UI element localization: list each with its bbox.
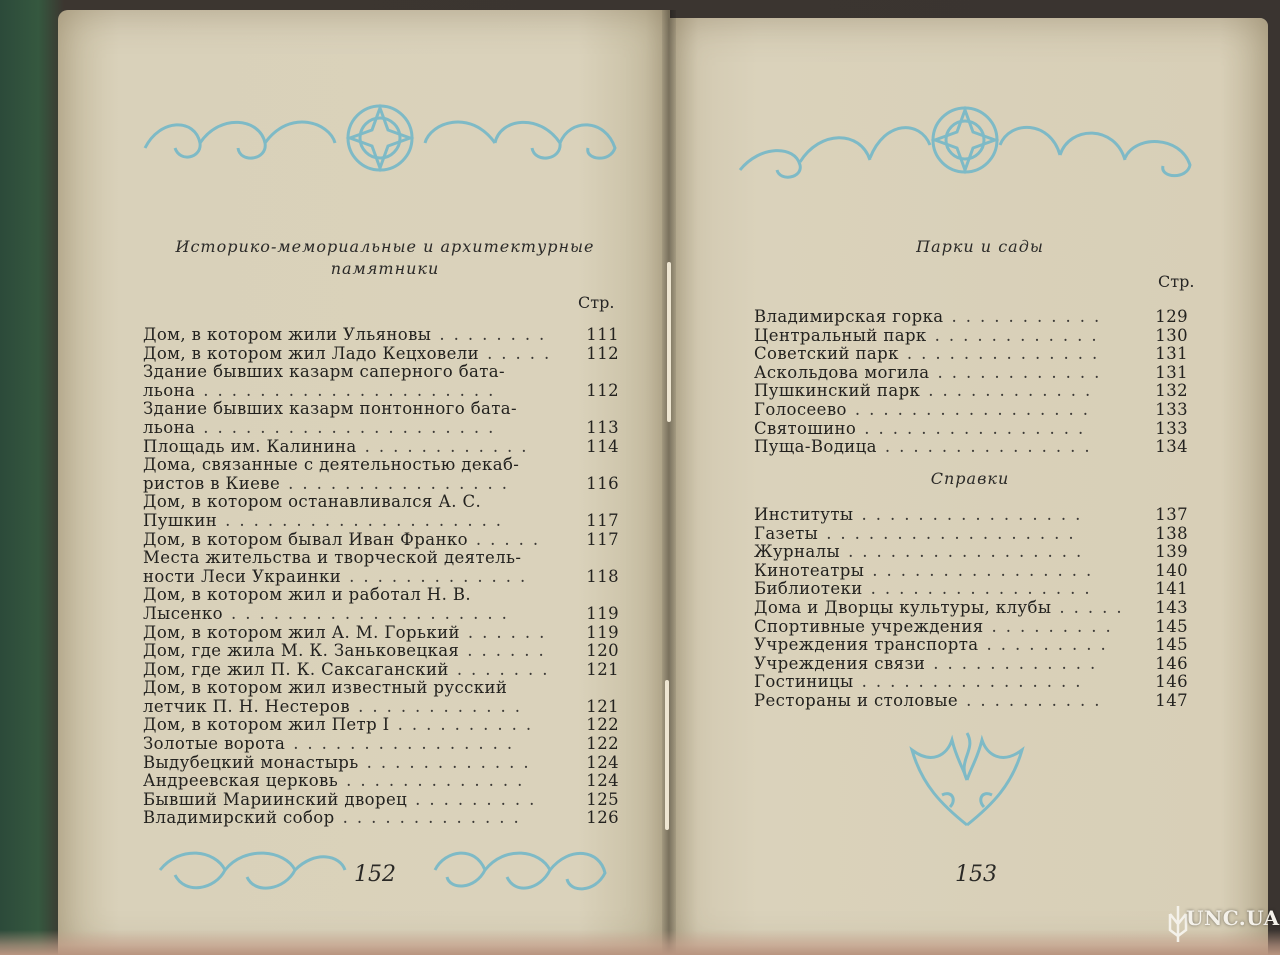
toc-entry-page-number: 118 (586, 566, 619, 586)
toc-entry-page-number: 114 (586, 436, 619, 456)
toc-entry-page-number: 124 (586, 752, 619, 772)
toc-entry (754, 345, 1188, 364)
toc-entry (143, 772, 619, 791)
toc-entry-title: Владимирский собор (143, 808, 335, 828)
toc-entry-title: Гостиницы (754, 672, 854, 692)
dot-leader: ......... (991, 617, 1120, 636)
ornament-fleuron (902, 725, 1032, 835)
toc-entry-page-number: 119 (586, 603, 619, 623)
toc-entry-page-number: 131 (1155, 344, 1188, 364)
dot-leader: ................ (293, 735, 522, 754)
toc-entry (143, 624, 619, 643)
dot-leader: ..... (487, 344, 559, 363)
dot-leader: ............ (933, 654, 1105, 673)
toc-entry-title: Дом, в котором останавливался А. С. Пушкин (143, 492, 482, 530)
dot-leader: ............. (346, 772, 532, 791)
dot-leader: ............. (342, 809, 528, 828)
toc-entry (754, 618, 1188, 637)
toc-entry-page-number: 117 (586, 529, 619, 549)
toc-entry-title: Библиотеки (754, 579, 863, 599)
toc-entry (143, 363, 619, 400)
dot-leader: .................... (230, 604, 516, 623)
watermark (1166, 898, 1280, 952)
right-section-title: Парки и сады (916, 237, 1044, 256)
toc-entry (754, 692, 1188, 711)
dot-leader: ..... (1059, 598, 1131, 617)
dot-leader: .................. (826, 524, 1083, 543)
dot-leader: ................. (854, 400, 1098, 419)
toc-entry-page-number: 138 (1155, 523, 1188, 543)
left-section-title: Историко-мемориальные и архитектурные памятники (175, 237, 595, 278)
toc-entry (143, 791, 619, 810)
toc-entry-page-number: 122 (586, 734, 619, 754)
toc-entry (143, 456, 619, 493)
toc-entry-page-number: 129 (1155, 307, 1188, 326)
toc-entry (143, 493, 619, 530)
toc-entry (754, 599, 1188, 618)
toc-entry-title: Золотые ворота (143, 734, 286, 754)
dot-leader: ......... (986, 636, 1115, 655)
toc-entry (143, 345, 619, 364)
dot-leader: .......... (966, 691, 1109, 710)
toc-entry-title: Дом, где жила М. К. Заньковецкая (143, 641, 460, 661)
toc-entry-title: Советский парк (754, 344, 899, 364)
right-toc-list-parks (754, 308, 1188, 457)
toc-entry (754, 382, 1188, 401)
toc-entry-title: Бывший Мариинский дворец (143, 789, 408, 809)
dot-leader: ................ (872, 561, 1101, 580)
toc-entry-page-number: 141 (1155, 579, 1188, 599)
toc-entry-page-number: 134 (1155, 437, 1188, 457)
dot-leader: ............ (934, 326, 1106, 345)
dot-leader: ..... (475, 530, 548, 549)
toc-entry-title: Аскольдова могила (754, 362, 930, 382)
toc-entry-page-number: 112 (586, 343, 619, 363)
toc-entry-title: Андреевская церковь (143, 771, 339, 791)
toc-entry-page-number: 111 (586, 325, 619, 344)
dot-leader: ..................... (203, 381, 503, 400)
toc-entry-page-number: 146 (1155, 653, 1188, 673)
dot-leader: ....... (456, 660, 557, 679)
toc-entry-page-number: 145 (1155, 616, 1188, 636)
toc-entry (143, 531, 619, 550)
toc-entry-page-number: 139 (1155, 542, 1188, 562)
dot-leader: ..................... (203, 418, 503, 437)
toc-entry-title: Дом, в котором бывал Иван Франко (143, 529, 468, 549)
dot-leader: ............ (928, 382, 1100, 401)
ornament-header-left (140, 98, 620, 178)
toc-entry (143, 661, 619, 680)
toc-entry-page-number: 124 (586, 771, 619, 791)
dot-leader: .......... (397, 716, 541, 735)
toc-entry (754, 401, 1188, 420)
dot-leader: ................. (848, 543, 1091, 562)
toc-entry-title: Выдубецкий монастырь (143, 752, 359, 772)
toc-entry-page-number: 133 (1155, 399, 1188, 419)
toc-entry-title: Центральный парк (754, 325, 927, 345)
left-page-number: 152 (354, 862, 396, 887)
toc-entry-title: Учреждения связи (754, 653, 926, 673)
toc-entry-title: Здание бывших казарм саперного бата- льона (143, 362, 506, 400)
toc-entry-page-number: 119 (586, 622, 619, 642)
toc-entry-title: Дом, где жил П. К. Саксаганский (143, 659, 449, 679)
dot-leader: ............. (349, 567, 535, 586)
toc-entry-title: Рестораны и столовые (754, 690, 959, 710)
dot-leader: ........ (439, 326, 554, 344)
toc-entry-title: Голосеево (754, 399, 847, 419)
right-toc-list-references (754, 506, 1188, 711)
toc-entry-page-number: 126 (586, 808, 619, 828)
dot-leader: ............... (884, 438, 1099, 457)
toc-entry (143, 809, 619, 828)
toc-entry (754, 636, 1188, 655)
toc-entry (143, 438, 619, 457)
toc-entry (754, 438, 1188, 457)
toc-entry-page-number: 116 (586, 473, 619, 493)
toc-entry (754, 364, 1188, 383)
left-toc-list (143, 326, 619, 828)
finger-edge (0, 930, 1280, 955)
toc-entry (754, 673, 1188, 692)
toc-entry-page-number: 130 (1155, 325, 1188, 345)
toc-entry-title: Площадь им. Калинина (143, 436, 357, 456)
right-second-section-title: Справки (930, 469, 1010, 488)
dot-leader: ...... (467, 642, 553, 661)
toc-entry (754, 506, 1188, 525)
toc-entry (754, 580, 1188, 599)
toc-entry-page-number: 132 (1155, 381, 1188, 401)
toc-entry-title: Пуща-Водица (754, 437, 877, 457)
toc-entry-page-number: 122 (586, 715, 619, 735)
toc-entry-page-number: 145 (1155, 635, 1188, 655)
toc-entry-title: Журналы (754, 542, 841, 562)
toc-entry-title: Дом, в котором жил А. М. Горький (143, 622, 460, 642)
dot-leader: ............ (366, 753, 538, 772)
dot-leader: ............ (937, 363, 1109, 382)
toc-entry (754, 420, 1188, 439)
toc-entry-title: Кинотеатры (754, 560, 865, 580)
toc-entry-title: Святошино (754, 418, 857, 438)
toc-entry-title: Здание бывших казарм понтонного бата- льона (143, 399, 518, 437)
dot-leader: ................ (861, 506, 1090, 524)
toc-entry-title: Спортивные учреждения (754, 616, 984, 636)
toc-entry-title: Газеты (754, 523, 819, 543)
toc-entry-page-number: 121 (586, 659, 619, 679)
dot-leader: ...... (467, 623, 554, 642)
dot-leader: ......... (415, 790, 544, 809)
toc-entry-title: Дом, в котором жил Ладо Кецховели (143, 343, 480, 363)
toc-entry-title: Учреждения транспорта (754, 635, 979, 655)
toc-entry-title: Дом, в котором жил известный русский летчик П. Н. Нестеров (143, 678, 508, 716)
toc-entry (754, 655, 1188, 674)
toc-entry-page-number: 121 (586, 696, 619, 716)
toc-entry (754, 308, 1188, 327)
toc-entry-page-number: 112 (586, 380, 619, 400)
toc-entry-page-number: 147 (1155, 690, 1188, 710)
toc-entry (143, 586, 619, 623)
toc-entry-title: Места жительства и творческой деятель- ности Леси Украинки (143, 548, 522, 586)
toc-entry-title: Дома, связанные с деятельностью декаб- ристов в Киеве (143, 455, 520, 493)
left-page-column-label: Стр. (578, 293, 615, 312)
toc-entry-page-number: 131 (1155, 362, 1188, 382)
dot-leader: .............. (906, 345, 1107, 364)
dot-leader: ................ (870, 580, 1099, 599)
dot-leader: ................ (288, 474, 517, 493)
toc-entry (143, 716, 619, 735)
toc-entry-page-number: 140 (1155, 560, 1188, 580)
toc-entry-title: Владимирская горка (754, 307, 944, 326)
watermark-text: UNC.UA (1186, 906, 1280, 930)
ornament-header-right (735, 100, 1195, 190)
toc-entry-title: Дом, в котором жил Петр I (143, 715, 390, 735)
toc-entry-page-number: 117 (586, 510, 619, 530)
dot-leader: .................... (225, 511, 511, 530)
toc-entry-title: Дома и Дворцы культуры, клубы (754, 597, 1052, 617)
toc-entry (143, 679, 619, 716)
toc-entry-title: Дом, в котором жили Ульяновы (143, 325, 432, 344)
toc-entry-title: Институты (754, 505, 854, 524)
toc-entry (143, 549, 619, 586)
toc-entry (143, 754, 619, 773)
toc-entry (143, 400, 619, 437)
dot-leader: ................ (861, 673, 1090, 692)
toc-entry-page-number: 125 (586, 789, 619, 809)
right-page-number: 153 (955, 862, 997, 887)
toc-entry (143, 326, 619, 345)
dot-leader: ............ (358, 697, 530, 716)
toc-entry-page-number: 143 (1155, 597, 1188, 617)
toc-entry (754, 543, 1188, 562)
toc-entry-title: Дом, в котором жил и работал Н. В. Лысенко (143, 585, 472, 623)
binding-stitch (665, 680, 669, 830)
toc-entry-page-number: 120 (586, 641, 619, 661)
dot-leader: ........... (951, 308, 1109, 326)
toc-entry-page-number: 137 (1155, 505, 1188, 524)
dot-leader: ............ (364, 437, 536, 456)
toc-entry (754, 327, 1188, 346)
dot-leader: ................ (864, 419, 1093, 438)
binding-stitch (667, 262, 671, 422)
toc-entry-page-number: 133 (1155, 418, 1188, 438)
toc-entry (143, 735, 619, 754)
toc-entry (754, 525, 1188, 544)
toc-entry (143, 642, 619, 661)
toc-entry (754, 562, 1188, 581)
toc-entry-page-number: 146 (1155, 672, 1188, 692)
toc-entry-page-number: 113 (586, 417, 619, 437)
toc-entry-title: Пушкинский парк (754, 381, 921, 401)
right-page-column-label: Стр. (1158, 272, 1195, 291)
